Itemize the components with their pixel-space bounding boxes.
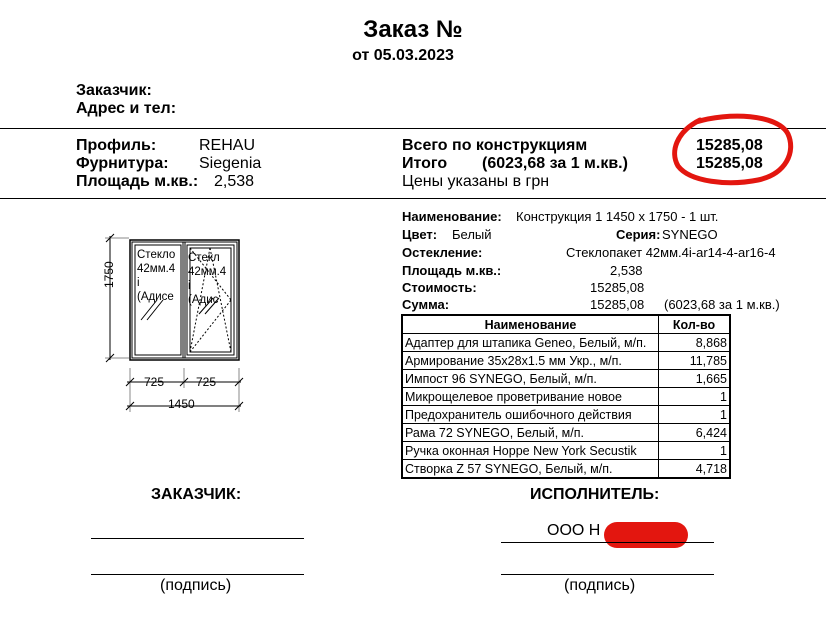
cost-label: Стоимость: xyxy=(402,280,477,295)
hardware-label: Фурнитура: xyxy=(76,155,169,172)
contractor-signature-line-1 xyxy=(501,542,714,543)
row-name: Ручка оконная Hoppe New York Secustik xyxy=(405,443,637,458)
currency-note: Цены указаны в грн xyxy=(402,173,550,190)
document-title: Заказ № xyxy=(363,16,463,43)
row-qty: 1 xyxy=(659,388,731,406)
all-constructions-value: 15285,08 xyxy=(696,137,763,154)
area-label: Площадь м.кв.: xyxy=(76,173,199,190)
glazing-label: Остекление: xyxy=(402,245,483,260)
sum-label: Сумма: xyxy=(402,297,450,312)
row-name: Рама 72 SYNEGO, Белый, м/п. xyxy=(405,425,584,440)
total-value: 15285,08 xyxy=(696,155,763,172)
height-dimension: 1750 xyxy=(102,261,116,288)
contractor-company-name: ООО Н xyxy=(547,522,601,539)
profile-label: Профиль: xyxy=(76,137,157,154)
glazing-value: Стеклопакет 42мм.4i-ar14-4-ar16-4 xyxy=(566,245,776,260)
row-name: Микрощелевое проветривание новое xyxy=(405,389,622,404)
table-header-row xyxy=(402,315,730,334)
table-row xyxy=(402,406,730,424)
total-width-dimension: 1450 xyxy=(168,397,195,411)
table-row xyxy=(402,334,730,352)
row-name: Импост 96 SYNEGO, Белый, м/п. xyxy=(405,371,597,386)
customer-signature-line-2 xyxy=(91,574,304,575)
total-per-m2: (6023,68 за 1 м.кв.) xyxy=(482,155,628,172)
series-label: Серия: xyxy=(616,227,661,242)
construction-name-label: Наименование: xyxy=(402,209,502,224)
contractor-signature-title: ИСПОЛНИТЕЛЬ: xyxy=(530,486,660,503)
table-row xyxy=(402,370,730,388)
right-width-dimension: 725 xyxy=(196,375,217,389)
total-label: Итого xyxy=(402,155,448,172)
all-constructions-label: Всего по конструкциям xyxy=(402,137,588,154)
customer-signature-title: ЗАКАЗЧИК: xyxy=(151,486,242,503)
sum-value: 15285,08 xyxy=(590,297,645,312)
table-row xyxy=(402,424,730,442)
row-qty: 4,718 xyxy=(659,460,731,479)
table-row xyxy=(402,442,730,460)
document-date: от 05.03.2023 xyxy=(352,47,454,64)
row-qty: 1 xyxy=(659,442,731,460)
left-pane-label: Стекло 42мм.4 i (Адисе xyxy=(137,249,176,303)
table-row xyxy=(402,460,730,479)
series-value: SYNEGO xyxy=(662,227,718,242)
row-name: Армирование 35х28х1.5 мм Укр., м/п. xyxy=(405,353,622,368)
column-header-name: Наименование xyxy=(402,315,659,334)
row-name: Предохранитель ошибочного действия xyxy=(405,407,632,422)
address-label: Адрес и тел: xyxy=(76,100,177,117)
customer-signature-line-1 xyxy=(91,538,304,539)
right-pane-label: Стекл 42мм.4 i (Адис xyxy=(188,252,226,306)
left-width-dimension: 725 xyxy=(144,375,165,389)
area-value: 2,538 xyxy=(214,173,255,190)
color-label: Цвет: xyxy=(402,227,438,242)
construction-name-value: Конструкция 1 1450 х 1750 - 1 шт. xyxy=(516,209,719,224)
red-circle-annotation xyxy=(668,108,798,190)
profile-value: REHAU xyxy=(199,137,256,154)
construction-area-label: Площадь м.кв.: xyxy=(402,263,502,278)
contractor-sign-caption: (подпись) xyxy=(564,577,636,594)
contractor-signature-line-2 xyxy=(501,574,714,575)
row-qty: 11,785 xyxy=(659,352,731,370)
cost-value: 15285,08 xyxy=(590,280,645,295)
row-name: Адаптер для штапика Geneo, Белый, м/п. xyxy=(405,335,647,350)
customer-label: Заказчик: xyxy=(76,82,152,99)
hardware-value: Siegenia xyxy=(199,155,262,172)
table-row xyxy=(402,352,730,370)
row-qty: 1,665 xyxy=(659,370,731,388)
sum-per-m2: (6023,68 за 1 м.кв.) xyxy=(664,297,780,312)
table-row xyxy=(402,388,730,406)
row-name: Створка Z 57 SYNEGO, Белый, м/п. xyxy=(405,461,613,476)
divider-middle xyxy=(0,198,826,199)
color-value: Белый xyxy=(452,227,492,242)
row-qty: 6,424 xyxy=(659,424,731,442)
construction-area-value: 2,538 xyxy=(610,263,643,278)
redaction-mark xyxy=(604,522,688,548)
customer-sign-caption: (подпись) xyxy=(160,577,232,594)
row-qty: 8,868 xyxy=(659,334,731,352)
row-qty: 1 xyxy=(659,406,731,424)
components-table xyxy=(401,314,731,479)
column-header-qty: Кол-во xyxy=(659,315,731,334)
